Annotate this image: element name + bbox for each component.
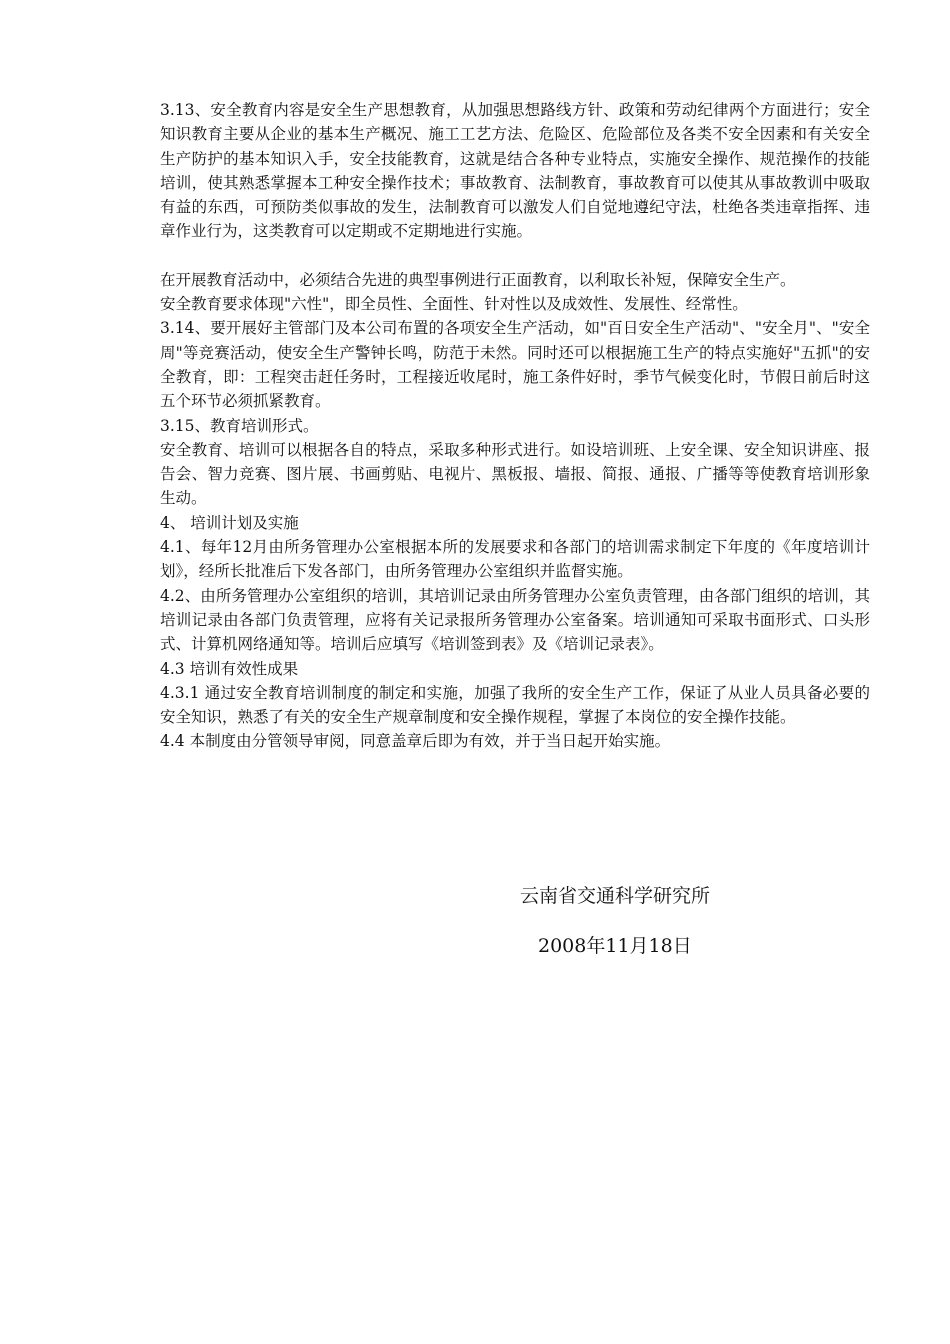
paragraph-3-13: 3.13、安全教育内容是安全生产思想教育，从加强思想路线方针、政策和劳动纪律两个方面进行；安全知识教育主要从企业的基本生产概况、施工工艺方法、危险区、危险部位及各类不安全因素和有关安全生产防护的基本知识入手，安全技能教育，这就是结合各种专业特点，实施安全操作、规范操作的技能培训，使其熟悉掌握本工种安全操作技术；事故教育、法制教育，事故教育可以使其从事故教训中吸取有益的东西，可预防类似事故的发生，法制教育可以激发人们自觉地遵纪守法，杜绝各类违章指挥、违章作业行为，这类教育可以定期或不定期地进行实施。: [160, 101, 870, 241]
signature-organization: 云南省交通科学研究所: [520, 885, 711, 907]
paragraph-4-2: 4.2、由所务管理办公室组织的培训，其培训记录由所务管理办公室负责管理，由各部门组织的培训，其培训记录由各部门负责管理，应将有关记录报所务管理办公室备案。培训通知可采取书面形式、口头形式、计算机网络通知等。培训后应填写《培训签到表》及《培训记录表》。: [160, 586, 870, 654]
paragraph-positive-education: 在开展教育活动中，必须结合先进的典型事例进行正面教育，以利取长补短，保障安全生产。: [160, 270, 796, 289]
paragraph-3-15-heading: 3.15、教育培训形式。: [160, 416, 319, 435]
section-4-3-heading: 4.3 培训有效性成果: [160, 659, 299, 678]
section-4-heading: 4、 培训计划及实施: [160, 513, 299, 532]
paragraph-training-forms: 安全教育、培训可以根据各自的特点，采取多种形式进行。如设培训班、上安全课、安全知识讲座、报告会、智力竞赛、图片展、书画剪贴、电视片、黑板报、墙报、简报、通报、广播等等使教育培训形象生动。: [160, 440, 870, 508]
signature-date: 2008年11月18日: [538, 935, 692, 957]
document-body: [160, 98, 870, 754]
paragraph-six-characteristics: 安全教育要求体现"六性"，即全员性、全面性、针对性以及成效性、发展性、经常性。: [160, 295, 748, 314]
paragraph-4-3-1: 4.3.1 通过安全教育培训制度的制定和实施，加强了我所的安全生产工作，保证了从业人员具备必要的安全知识，熟悉了有关的安全生产规章制度和安全操作规程，掌握了本岗位的安全操作技能。: [160, 683, 870, 727]
paragraph-4-4: 4.4 本制度由分管领导审阅，同意盖章后即为有效，并于当日起开始实施。: [160, 732, 671, 751]
paragraph-3-14: 3.14、要开展好主管部门及本公司布置的各项安全生产活动，如"百日安全生产活动"、"安全月"、"安全周"等竞赛活动，使安全生产警钟长鸣，防范于未然。同时还可以根据施工生产的特点实施好"五抓"的安全教育，即：工程突击赶任务时，工程接近收尾时，施工条件好时，季节气候变化时，节假日前后时这五个环节必须抓紧教育。: [160, 319, 870, 411]
paragraph-4-1: 4.1、每年12月由所务管理办公室根据本所的发展要求和各部门的培训需求制定下年度的《年度培训计划》，经所长批准后下发各部门，由所务管理办公室组织并监督实施。: [160, 538, 870, 581]
blank-line: [160, 244, 870, 268]
